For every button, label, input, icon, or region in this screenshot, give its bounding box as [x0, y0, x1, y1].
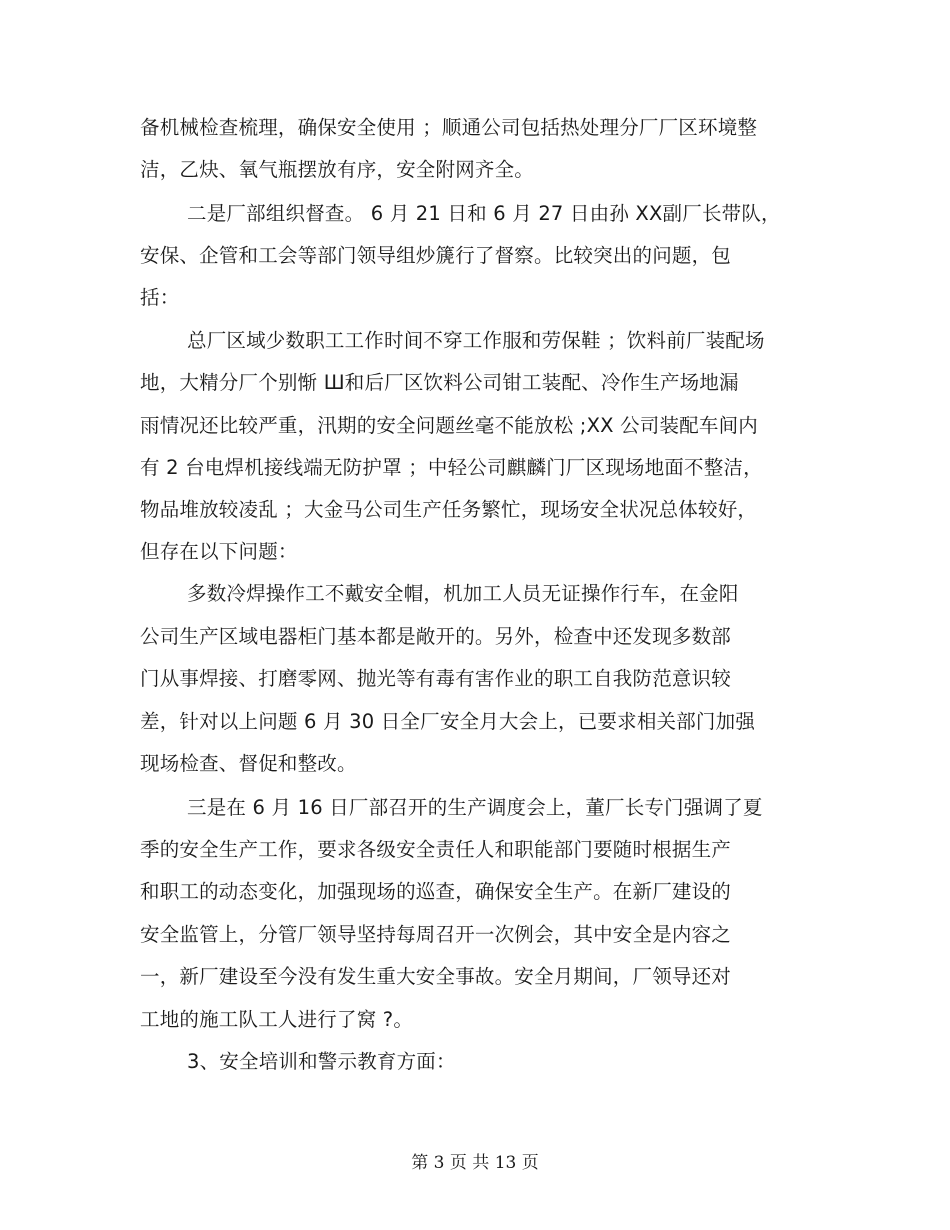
text-line: 物品堆放较凌乱 ；大金马公司生产任务繁忙，现场安全状况总体较好， — [140, 498, 758, 521]
text-line: 门从事焊接、打磨零网、抛光等有毒有害作业的职工自我防范意识较 — [140, 667, 732, 690]
text-line: 洁，乙炔、氧气瓶摆放有序，安全附网齐全。 — [140, 158, 535, 181]
text-line: 季的安全生产工作，要求各级安全责任人和职能部门要随时根据生产 — [140, 838, 732, 861]
text-line: 雨情况还比较严重，汛期的安全问题丝毫不能放松 ;XX 公司装配车间内 — [140, 414, 758, 437]
paragraph-start-line: 二是厂部组织督查。 6 月 21 日和 6 月 27 日由孙 XX副厂长带队， — [187, 202, 781, 225]
paragraph-start-line: 多数冷焊操作工不戴安全帽，机加工人员无证操作行车，在金阳 — [187, 582, 739, 605]
paragraph-start-line: 三是在 6 月 16 日厂部召开的生产调度会上，董厂长专门强调了夏 — [187, 796, 763, 819]
text-line: 安保、企管和工会等部门领导组炒篪行了督察。比较突出的问题，包 — [140, 244, 732, 267]
text-line: 一，新厂建设至今没有发生重大安全事故。安全月期间，厂领导还对 — [140, 965, 732, 988]
page-number-footer: 第 3 页 共 13 页 — [411, 1153, 539, 1173]
text-line: 括： — [140, 286, 180, 309]
text-line: 现场检查、督促和整改。 — [140, 752, 357, 775]
paragraph-start-line: 总厂区域少数职工工作时间不穿工作服和劳保鞋 ；饮料前厂装配场 — [187, 329, 765, 352]
text-line: 地，大精分厂个别惭 Ш和后厂区饮料公司钳工装配、冷作生产场地漏 — [140, 371, 739, 394]
text-line: 有 2 台电焊机接线端无防护罩 ；中轻公司麒麟门厂区现场地面不整洁， — [140, 456, 763, 479]
text-line: 工地的施工队工人进行了窝 ?。 — [140, 1008, 414, 1031]
text-line: 备机械检查梳理，确保安全使用 ；顺通公司包括热处理分厂厂区环境整 — [140, 116, 758, 139]
text-line: 公司生产区域电器柜门基本都是敞开的。另外，检查中还发现多数部 — [140, 625, 732, 648]
text-line: 和职工的动态变化，加强现场的巡查，确保安全生产。在新厂建设的 — [140, 880, 732, 903]
section-heading: 3、安全培训和警示教育方面： — [187, 1050, 456, 1073]
text-line: 安全监管上，分管厂领导坚持每周召开一次例会，其中安全是内容之 — [140, 923, 732, 946]
text-line: 差，针对以上问题 6 月 30 日全厂安全月大会上，已要求相关部门加强 — [140, 710, 756, 733]
text-line: 但存在以下问题： — [140, 540, 298, 563]
